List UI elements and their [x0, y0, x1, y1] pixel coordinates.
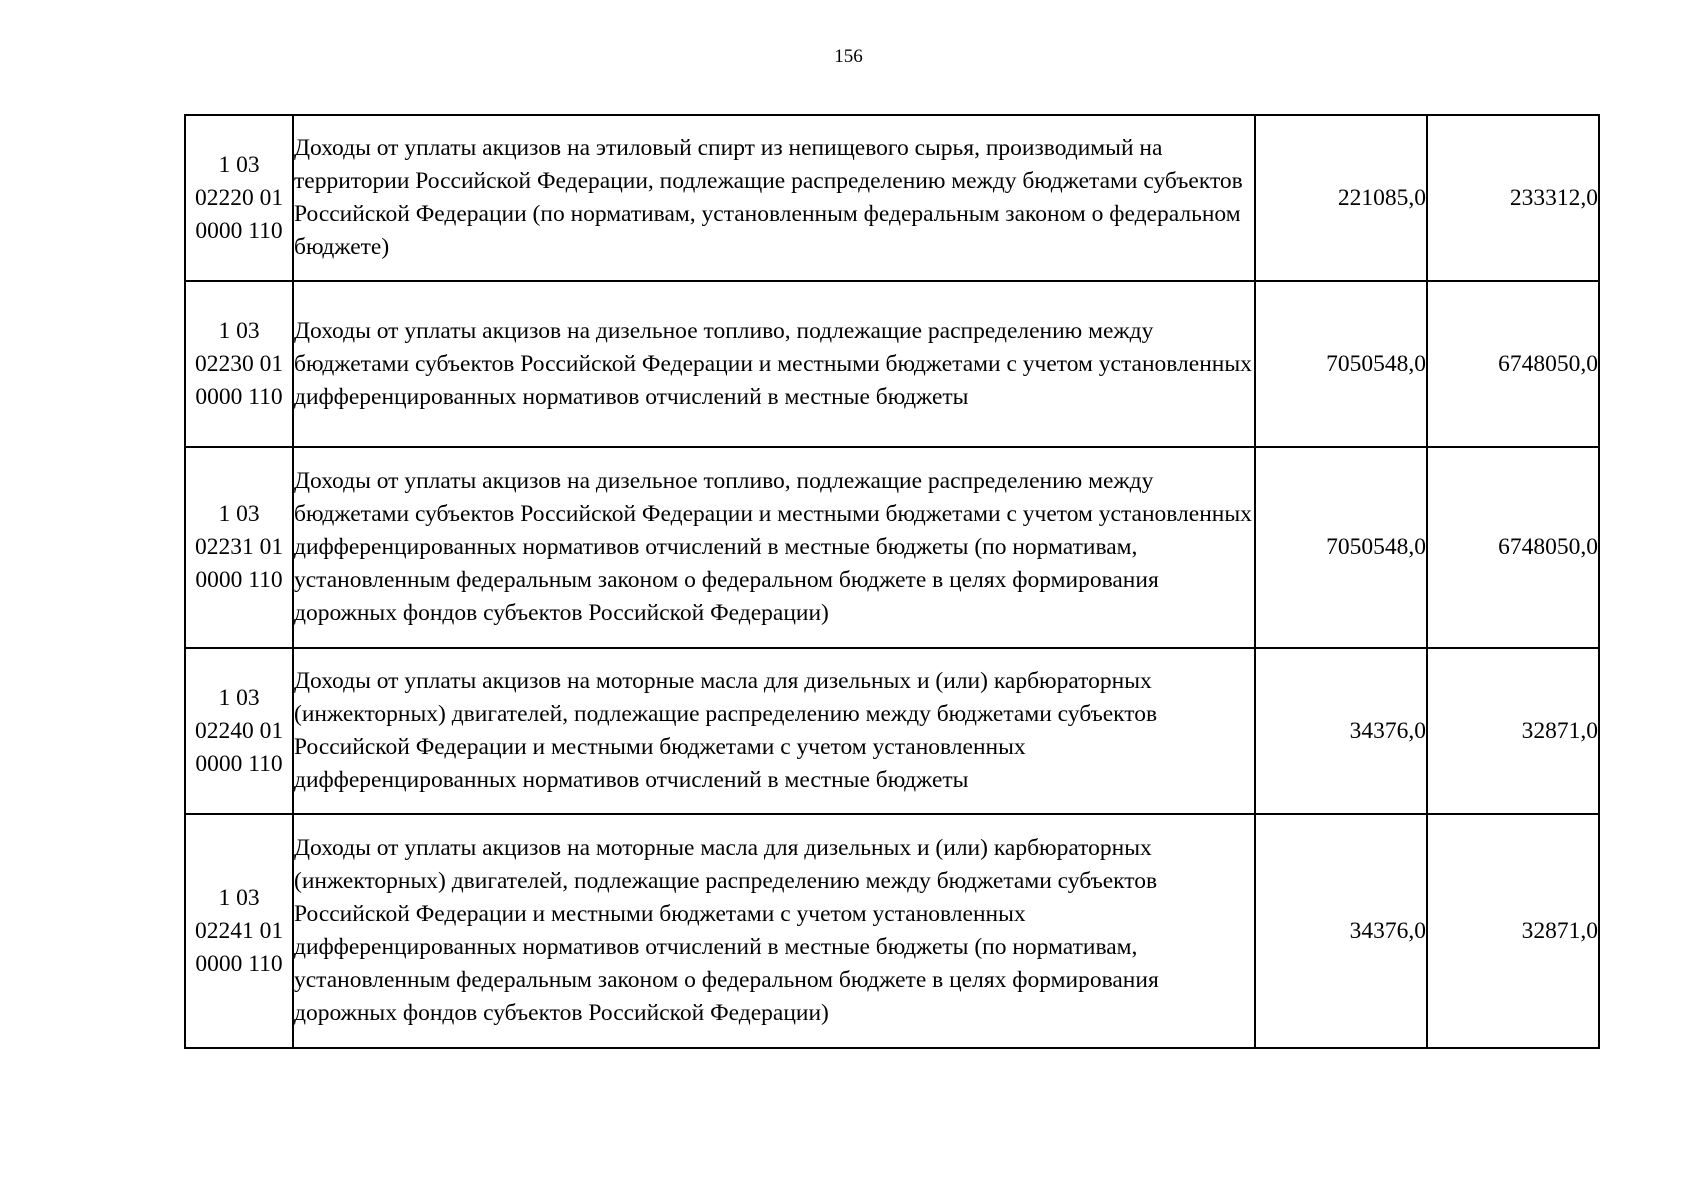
- description-cell: Доходы от уплаты акцизов на этиловый спирт из непищевого сырья, производимый на территории Российской Федерации, подлежащие распределению между бюджетами субъектов Российской Федерации (по нормативам, установленным федеральным законом о федеральном бюджете): [293, 115, 1255, 281]
- budget-code-cell: [185, 447, 293, 648]
- value-cell-1: 7050548,0: [1255, 447, 1427, 648]
- budget-code-cell: [185, 281, 293, 447]
- code-line: 0000 110: [195, 383, 283, 410]
- code-line: 02231 01: [194, 534, 284, 560]
- code-line: 02241 01: [194, 917, 284, 944]
- value-cell-2: 6748050,0: [1427, 281, 1599, 447]
- table-row: [185, 115, 1599, 281]
- value-cell-2: 233312,0: [1427, 115, 1599, 281]
- value-cell-2: 32871,0: [1427, 814, 1599, 1048]
- code-line: 1 03: [218, 684, 260, 711]
- code-line: 1 03: [218, 884, 260, 911]
- code-line: 0000 110: [195, 950, 283, 977]
- revenue-table: [184, 114, 1600, 1049]
- code-line: 1 03: [218, 501, 260, 527]
- page-number: 156: [834, 46, 863, 67]
- table-row: [185, 814, 1599, 1048]
- value-cell-2: 6748050,0: [1427, 447, 1599, 648]
- description-cell: Доходы от уплаты акцизов на дизельное топливо, подлежащие распределению между бюджетами субъектов Российской Федерации и местными бюджетами с учетом установленных дифференцированных нормативов отчислений в местные бюджеты: [293, 281, 1255, 447]
- description-cell: Доходы от уплаты акцизов на дизельное топливо, подлежащие распределению между бюджетами субъектов Российской Федерации и местными бюджетами с учетом установленных дифференцированных нормативов отчислений в местные бюджеты (по нормативам, установленным федеральным законом о федеральном бюджете в целях формирования дорожных фондов субъектов Российской Федерации): [293, 447, 1255, 648]
- value-cell-1: 34376,0: [1255, 814, 1427, 1048]
- value-cell-2: 32871,0: [1427, 648, 1599, 814]
- code-line: 0000 110: [195, 567, 283, 593]
- budget-code-cell: [185, 648, 293, 814]
- code-line: 02220 01: [194, 184, 284, 211]
- code-line: 02240 01: [194, 717, 284, 744]
- table-row: [185, 648, 1599, 814]
- code-line: 0000 110: [195, 750, 283, 777]
- table-row: [185, 281, 1599, 447]
- code-line: 1 03: [218, 317, 260, 344]
- description-cell: Доходы от уплаты акцизов на моторные масла для дизельных и (или) карбюраторных (инжекторных) двигателей, подлежащие распределению между бюджетами субъектов Российской Федерации и местными бюджетами с учетом установленных дифференцированных нормативов отчислений в местные бюджеты: [293, 648, 1255, 814]
- code-line: 1 03: [218, 151, 260, 178]
- value-cell-1: 221085,0: [1255, 115, 1427, 281]
- budget-code-cell: [185, 115, 293, 281]
- table-row: [185, 447, 1599, 648]
- description-cell: Доходы от уплаты акцизов на моторные масла для дизельных и (или) карбюраторных (инжекторных) двигателей, подлежащие распределению между бюджетами субъектов Российской Федерации и местными бюджетами с учетом установленных дифференцированных нормативов отчислений в местные бюджеты (по нормативам, установленным федеральным законом о федеральном бюджете в целях формирования дорожных фондов субъектов Российской Федерации): [293, 814, 1255, 1048]
- code-line: 02230 01: [194, 350, 284, 377]
- code-line: 0000 110: [195, 217, 283, 244]
- value-cell-1: 7050548,0: [1255, 281, 1427, 447]
- value-cell-1: 34376,0: [1255, 648, 1427, 814]
- budget-code-cell: [185, 814, 293, 1048]
